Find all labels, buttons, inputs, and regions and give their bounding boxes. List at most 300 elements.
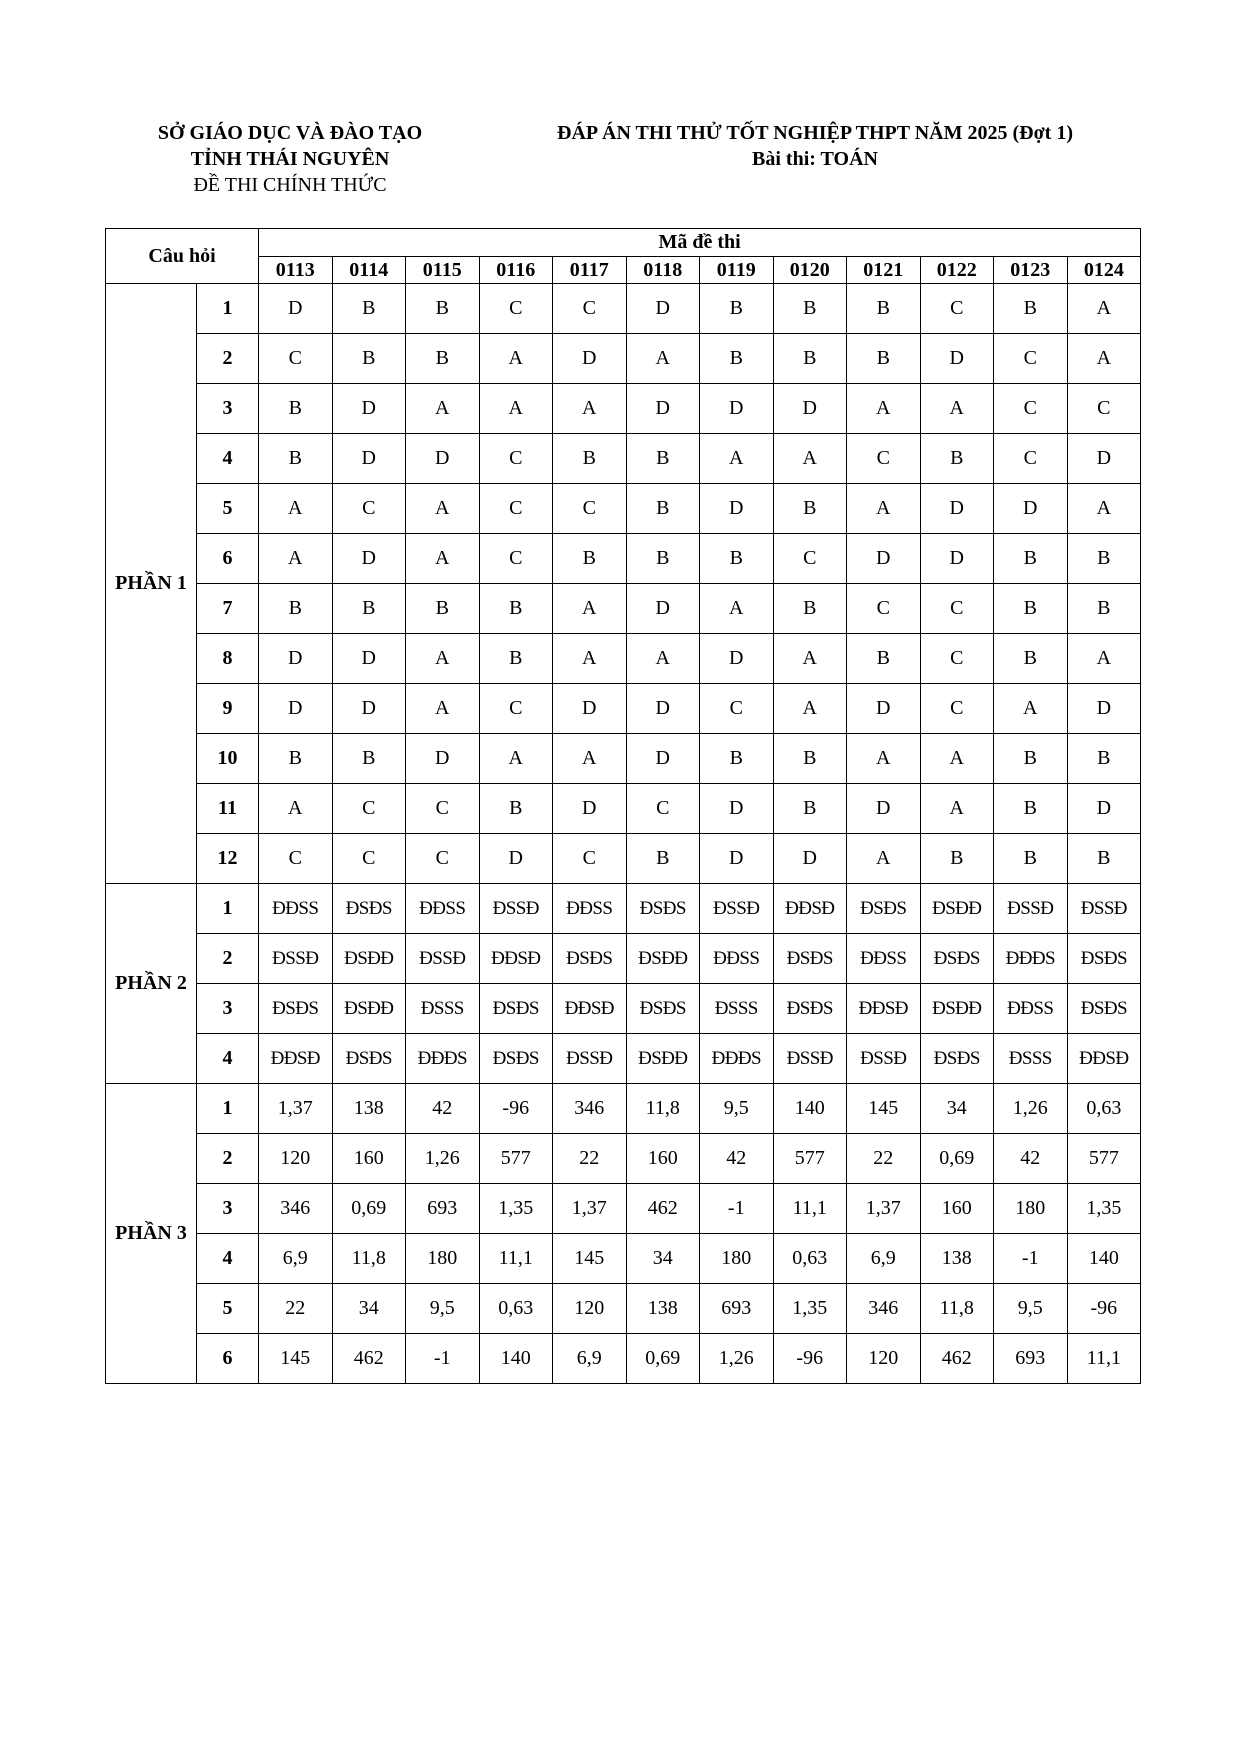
answer-cell: 145 [847, 1084, 921, 1134]
answer-cell: B [994, 284, 1068, 334]
answer-cell: ĐSSĐ [259, 934, 333, 984]
answer-cell: 180 [994, 1184, 1068, 1234]
answer-cell: ĐSĐS [479, 1034, 553, 1084]
answer-cell: C [406, 784, 480, 834]
answer-cell: A [700, 584, 774, 634]
answer-cell: A [847, 734, 921, 784]
answer-cell: 11,1 [479, 1234, 553, 1284]
answer-cell: A [406, 634, 480, 684]
question-number: 4 [197, 1034, 259, 1084]
answer-cell: D [626, 584, 700, 634]
answer-cell: A [553, 584, 627, 634]
header-right [500, 120, 1130, 172]
question-number: 6 [197, 534, 259, 584]
table-row [106, 634, 1141, 684]
answer-cell: B [700, 734, 774, 784]
answer-cell: C [332, 834, 406, 884]
answer-cell: B [994, 784, 1068, 834]
answer-cell: A [626, 634, 700, 684]
answer-cell: ĐSĐĐ [332, 934, 406, 984]
answer-cell: A [1067, 484, 1141, 534]
answer-cell: B [700, 284, 774, 334]
table-row [106, 684, 1141, 734]
answer-cell: 22 [847, 1134, 921, 1184]
answer-cell: C [332, 784, 406, 834]
answer-cell: B [259, 584, 333, 634]
part-label: PHẦN 2 [106, 884, 197, 1084]
exam-code-cell: 0115 [406, 257, 480, 284]
exam-code-cell: 0123 [994, 257, 1068, 284]
exam-code-cell: 0124 [1067, 257, 1141, 284]
answer-cell: 34 [920, 1084, 994, 1134]
answer-cell: ĐSĐS [332, 1034, 406, 1084]
answer-cell: D [626, 284, 700, 334]
answer-cell: 11,8 [626, 1084, 700, 1134]
question-number: 1 [197, 884, 259, 934]
answer-cell: 346 [553, 1084, 627, 1134]
answer-cell: -1 [700, 1184, 774, 1234]
answer-cell: 1,26 [700, 1334, 774, 1384]
answer-cell: 42 [994, 1134, 1068, 1184]
answer-cell: C [553, 284, 627, 334]
answer-cell: A [553, 384, 627, 434]
table-row [106, 1334, 1141, 1384]
answer-cell: 180 [406, 1234, 480, 1284]
answer-cell: D [332, 684, 406, 734]
answer-cell: 42 [700, 1134, 774, 1184]
answer-cell: D [332, 434, 406, 484]
answer-cell: C [479, 434, 553, 484]
answer-cell: ĐĐSS [994, 984, 1068, 1034]
answer-cell: 6,9 [553, 1334, 627, 1384]
answer-table [105, 228, 1141, 1384]
answer-cell: 138 [920, 1234, 994, 1284]
answer-cell: 145 [553, 1234, 627, 1284]
answer-table-body [106, 284, 1141, 1384]
answer-cell: 693 [994, 1334, 1068, 1384]
answer-cell: 34 [626, 1234, 700, 1284]
answer-cell: D [332, 534, 406, 584]
answer-cell: B [994, 584, 1068, 634]
answer-cell: B [259, 734, 333, 784]
answer-cell: 0,63 [1067, 1084, 1141, 1134]
table-row [106, 1184, 1141, 1234]
answer-cell: A [700, 434, 774, 484]
exam-code-cell: 0113 [259, 257, 333, 284]
answer-cell: D [773, 384, 847, 434]
answer-cell: B [626, 534, 700, 584]
answer-cell: C [773, 534, 847, 584]
answer-cell: B [700, 334, 774, 384]
answer-cell: ĐĐSĐ [773, 884, 847, 934]
answer-cell: 140 [1067, 1234, 1141, 1284]
answer-cell: A [847, 384, 921, 434]
table-row [106, 1084, 1141, 1134]
question-number: 3 [197, 984, 259, 1034]
question-number: 1 [197, 1084, 259, 1134]
answer-cell: B [332, 284, 406, 334]
answer-cell: A [406, 384, 480, 434]
answer-cell: B [406, 584, 480, 634]
answer-cell: ĐĐĐS [406, 1034, 480, 1084]
answer-cell: ĐSĐS [1067, 934, 1141, 984]
answer-cell: B [479, 584, 553, 634]
answer-cell: 577 [1067, 1134, 1141, 1184]
answer-cell: D [332, 384, 406, 434]
answer-cell: D [406, 434, 480, 484]
answer-cell: A [406, 684, 480, 734]
answer-cell: 140 [479, 1334, 553, 1384]
answer-cell: 346 [259, 1184, 333, 1234]
question-number: 5 [197, 1284, 259, 1334]
answer-cell: B [259, 434, 333, 484]
answer-cell: 11,8 [332, 1234, 406, 1284]
part-label: PHẦN 1 [106, 284, 197, 884]
department-name: SỞ GIÁO DỤC VÀ ĐÀO TẠO [157, 122, 423, 144]
table-row [106, 334, 1141, 384]
answer-cell: ĐSĐĐ [626, 1034, 700, 1084]
answer-cell: B [1067, 734, 1141, 784]
answer-cell: ĐSSĐ [994, 884, 1068, 934]
answer-cell: 11,1 [773, 1184, 847, 1234]
answer-cell: B [259, 384, 333, 434]
answer-cell: 1,37 [847, 1184, 921, 1234]
answer-cell: D [920, 334, 994, 384]
answer-cell: D [847, 534, 921, 584]
exam-code-cell: 0120 [773, 257, 847, 284]
answer-cell: ĐSSS [700, 984, 774, 1034]
answer-cell: A [259, 484, 333, 534]
answer-cell: C [994, 384, 1068, 434]
answer-cell: -96 [773, 1334, 847, 1384]
answer-cell: C [259, 834, 333, 884]
answer-cell: B [847, 284, 921, 334]
question-number: 7 [197, 584, 259, 634]
answer-cell: C [847, 584, 921, 634]
answer-cell: B [773, 784, 847, 834]
answer-cell: B [994, 734, 1068, 784]
answer-cell: B [479, 784, 553, 834]
answer-cell: C [920, 634, 994, 684]
answer-cell: 120 [553, 1284, 627, 1334]
answer-cell: 34 [332, 1284, 406, 1334]
answer-cell: D [700, 634, 774, 684]
answer-cell: 0,69 [332, 1184, 406, 1234]
answer-cell: ĐĐSS [847, 934, 921, 984]
answer-cell: 0,69 [920, 1134, 994, 1184]
answer-cell: ĐĐSS [259, 884, 333, 934]
subject-line: Bài thi: TOÁN [752, 148, 878, 170]
answer-cell: 1,37 [259, 1084, 333, 1134]
answer-cell: B [773, 734, 847, 784]
answer-cell: A [847, 484, 921, 534]
answer-cell: A [847, 834, 921, 884]
answer-cell: 120 [847, 1334, 921, 1384]
province-name: TỈNH THÁI NGUYÊN [190, 148, 390, 170]
answer-cell: C [479, 284, 553, 334]
table-row [106, 384, 1141, 434]
answer-cell: D [626, 384, 700, 434]
question-number: 2 [197, 1134, 259, 1184]
table-row [106, 1034, 1141, 1084]
question-number: 11 [197, 784, 259, 834]
table-row [106, 484, 1141, 534]
answer-cell: A [553, 734, 627, 784]
answer-cell: C [626, 784, 700, 834]
question-number: 4 [197, 434, 259, 484]
answer-cell: A [259, 534, 333, 584]
answer-cell: ĐSĐĐ [920, 984, 994, 1034]
answer-cell: 9,5 [994, 1284, 1068, 1334]
answer-cell: C [479, 484, 553, 534]
answer-cell: D [259, 634, 333, 684]
answer-cell: 0,69 [626, 1334, 700, 1384]
exam-code-cell: 0119 [700, 257, 774, 284]
answer-cell: 1,37 [553, 1184, 627, 1234]
question-number: 12 [197, 834, 259, 884]
answer-cell: 120 [259, 1134, 333, 1184]
answer-cell: ĐSSS [406, 984, 480, 1034]
table-row [106, 434, 1141, 484]
answer-cell: 138 [332, 1084, 406, 1134]
answer-cell: 42 [406, 1084, 480, 1134]
answer-cell: A [259, 784, 333, 834]
answer-cell: B [626, 834, 700, 884]
answer-cell: B [773, 584, 847, 634]
answer-cell: ĐĐSS [553, 884, 627, 934]
answer-cell: D [700, 384, 774, 434]
table-row [106, 584, 1141, 634]
answer-cell: -96 [479, 1084, 553, 1134]
answer-cell: C [920, 284, 994, 334]
answer-cell: A [920, 734, 994, 784]
answer-cell: 138 [626, 1284, 700, 1334]
answer-cell: A [920, 784, 994, 834]
table-row [106, 1134, 1141, 1184]
answer-cell: 577 [479, 1134, 553, 1184]
answer-cell: 0,63 [773, 1234, 847, 1284]
answer-cell: 6,9 [259, 1234, 333, 1284]
answer-cell: C [479, 534, 553, 584]
table-row [106, 984, 1141, 1034]
answer-cell: 462 [332, 1334, 406, 1384]
answer-cell: B [773, 484, 847, 534]
answer-cell: B [847, 334, 921, 384]
answer-cell: B [553, 434, 627, 484]
answer-cell: 9,5 [406, 1284, 480, 1334]
answer-cell: 180 [700, 1234, 774, 1284]
answer-cell: C [994, 434, 1068, 484]
answer-cell: ĐĐSS [406, 884, 480, 934]
answer-cell: 1,26 [406, 1134, 480, 1184]
answer-cell: B [1067, 534, 1141, 584]
question-number: 9 [197, 684, 259, 734]
exam-code-cell: 0114 [332, 257, 406, 284]
answer-cell: ĐSĐS [626, 984, 700, 1034]
answer-cell: A [479, 334, 553, 384]
answer-cell: -1 [406, 1334, 480, 1384]
answer-cell: B [773, 334, 847, 384]
answer-cell: ĐĐĐS [994, 934, 1068, 984]
answer-cell: ĐSĐS [920, 934, 994, 984]
answer-cell: B [332, 734, 406, 784]
answer-cell: C [406, 834, 480, 884]
answer-cell: ĐĐĐS [700, 1034, 774, 1084]
answer-cell: 145 [259, 1334, 333, 1384]
answer-cell: C [994, 334, 1068, 384]
answer-cell: D [847, 784, 921, 834]
answer-cell: 1,35 [1067, 1184, 1141, 1234]
answer-cell: C [920, 684, 994, 734]
answer-cell: ĐSĐS [920, 1034, 994, 1084]
table-row [106, 934, 1141, 984]
question-number: 5 [197, 484, 259, 534]
answer-cell: B [332, 584, 406, 634]
answer-cell: B [1067, 834, 1141, 884]
answer-cell: A [1067, 284, 1141, 334]
answer-cell: D [994, 484, 1068, 534]
answer-cell: ĐĐSĐ [553, 984, 627, 1034]
answer-cell: 693 [700, 1284, 774, 1334]
answer-cell: ĐSSĐ [773, 1034, 847, 1084]
answer-cell: ĐĐSĐ [1067, 1034, 1141, 1084]
answer-cell: C [1067, 384, 1141, 434]
answer-cell: A [626, 334, 700, 384]
answer-cell: 462 [920, 1334, 994, 1384]
answer-cell: D [553, 334, 627, 384]
answer-cell: B [994, 534, 1068, 584]
exam-code-cell: 0116 [479, 257, 553, 284]
answer-cell: ĐSĐS [479, 984, 553, 1034]
answer-cell: ĐSĐĐ [332, 984, 406, 1034]
answer-cell: 160 [626, 1134, 700, 1184]
exam-code-cell: 0121 [847, 257, 921, 284]
answer-cell: 0,63 [479, 1284, 553, 1334]
answer-cell: ĐSSĐ [700, 884, 774, 934]
answer-cell: ĐSSĐ [479, 884, 553, 934]
answer-cell: D [259, 284, 333, 334]
exam-code-header: Mã đề thi [259, 229, 1141, 257]
answer-cell: A [553, 634, 627, 684]
answer-cell: 22 [259, 1284, 333, 1334]
answer-cell: 22 [553, 1134, 627, 1184]
answer-cell: ĐSĐS [1067, 984, 1141, 1034]
question-number: 8 [197, 634, 259, 684]
exam-code-row [106, 257, 1141, 284]
answer-cell: A [994, 684, 1068, 734]
answer-cell: D [700, 484, 774, 534]
answer-cell: C [259, 334, 333, 384]
answer-cell: D [920, 534, 994, 584]
answer-table-header [106, 229, 1141, 284]
answer-cell: D [1067, 434, 1141, 484]
answer-cell: D [700, 784, 774, 834]
question-number: 2 [197, 934, 259, 984]
answer-cell: ĐĐSĐ [479, 934, 553, 984]
answer-cell: A [479, 734, 553, 784]
answer-cell: A [479, 384, 553, 434]
question-column-header: Câu hỏi [106, 229, 259, 284]
answer-cell: C [700, 684, 774, 734]
answer-cell: D [626, 734, 700, 784]
answer-cell: ĐĐSĐ [847, 984, 921, 1034]
answer-cell: D [626, 684, 700, 734]
question-number: 10 [197, 734, 259, 784]
answer-cell: ĐSSĐ [1067, 884, 1141, 934]
answer-cell: ĐSĐS [773, 984, 847, 1034]
answer-cell: B [994, 634, 1068, 684]
answer-cell: 1,35 [479, 1184, 553, 1234]
document-title: ĐÁP ÁN THI THỬ TỐT NGHIỆP THPT NĂM 2025 (Đợt 1) [557, 122, 1073, 144]
answer-cell: B [332, 334, 406, 384]
table-row [106, 784, 1141, 834]
answer-cell: ĐSĐS [332, 884, 406, 934]
answer-cell: D [332, 634, 406, 684]
answer-cell: ĐSĐĐ [626, 934, 700, 984]
answer-cell: B [773, 284, 847, 334]
answer-cell: B [406, 284, 480, 334]
part-label: PHẦN 3 [106, 1084, 197, 1384]
answer-cell: B [920, 434, 994, 484]
answer-cell: C [553, 484, 627, 534]
answer-cell: A [773, 434, 847, 484]
answer-cell: C [553, 834, 627, 884]
answer-cell: 140 [773, 1084, 847, 1134]
answer-cell: B [847, 634, 921, 684]
answer-cell: B [406, 334, 480, 384]
question-number: 1 [197, 284, 259, 334]
answer-cell: D [847, 684, 921, 734]
table-row [106, 1234, 1141, 1284]
answer-cell: 11,8 [920, 1284, 994, 1334]
answer-cell: 693 [406, 1184, 480, 1234]
answer-cell: D [1067, 684, 1141, 734]
answer-cell: B [553, 534, 627, 584]
answer-cell: ĐSSĐ [553, 1034, 627, 1084]
answer-cell: ĐSĐS [626, 884, 700, 934]
answer-cell: -1 [994, 1234, 1068, 1284]
answer-cell: D [553, 784, 627, 834]
answer-cell: 462 [626, 1184, 700, 1234]
question-number: 3 [197, 1184, 259, 1234]
answer-cell: A [920, 384, 994, 434]
answer-cell: ĐĐSS [700, 934, 774, 984]
answer-cell: A [406, 484, 480, 534]
answer-cell: D [700, 834, 774, 884]
answer-cell: B [994, 834, 1068, 884]
answer-cell: C [847, 434, 921, 484]
answer-cell: A [406, 534, 480, 584]
question-number: 3 [197, 384, 259, 434]
table-row [106, 534, 1141, 584]
header-left [120, 120, 460, 198]
table-row [106, 884, 1141, 934]
exam-code-cell: 0117 [553, 257, 627, 284]
answer-cell: ĐĐSĐ [259, 1034, 333, 1084]
answer-cell: B [920, 834, 994, 884]
exam-code-cell: 0118 [626, 257, 700, 284]
answer-cell: B [626, 484, 700, 534]
answer-cell: C [332, 484, 406, 534]
answer-cell: D [406, 734, 480, 784]
answer-cell: D [920, 484, 994, 534]
answer-cell: ĐSSS [994, 1034, 1068, 1084]
answer-cell: D [773, 834, 847, 884]
answer-cell: D [259, 684, 333, 734]
answer-cell: 9,5 [700, 1084, 774, 1134]
answer-cell: C [479, 684, 553, 734]
answer-cell: C [920, 584, 994, 634]
